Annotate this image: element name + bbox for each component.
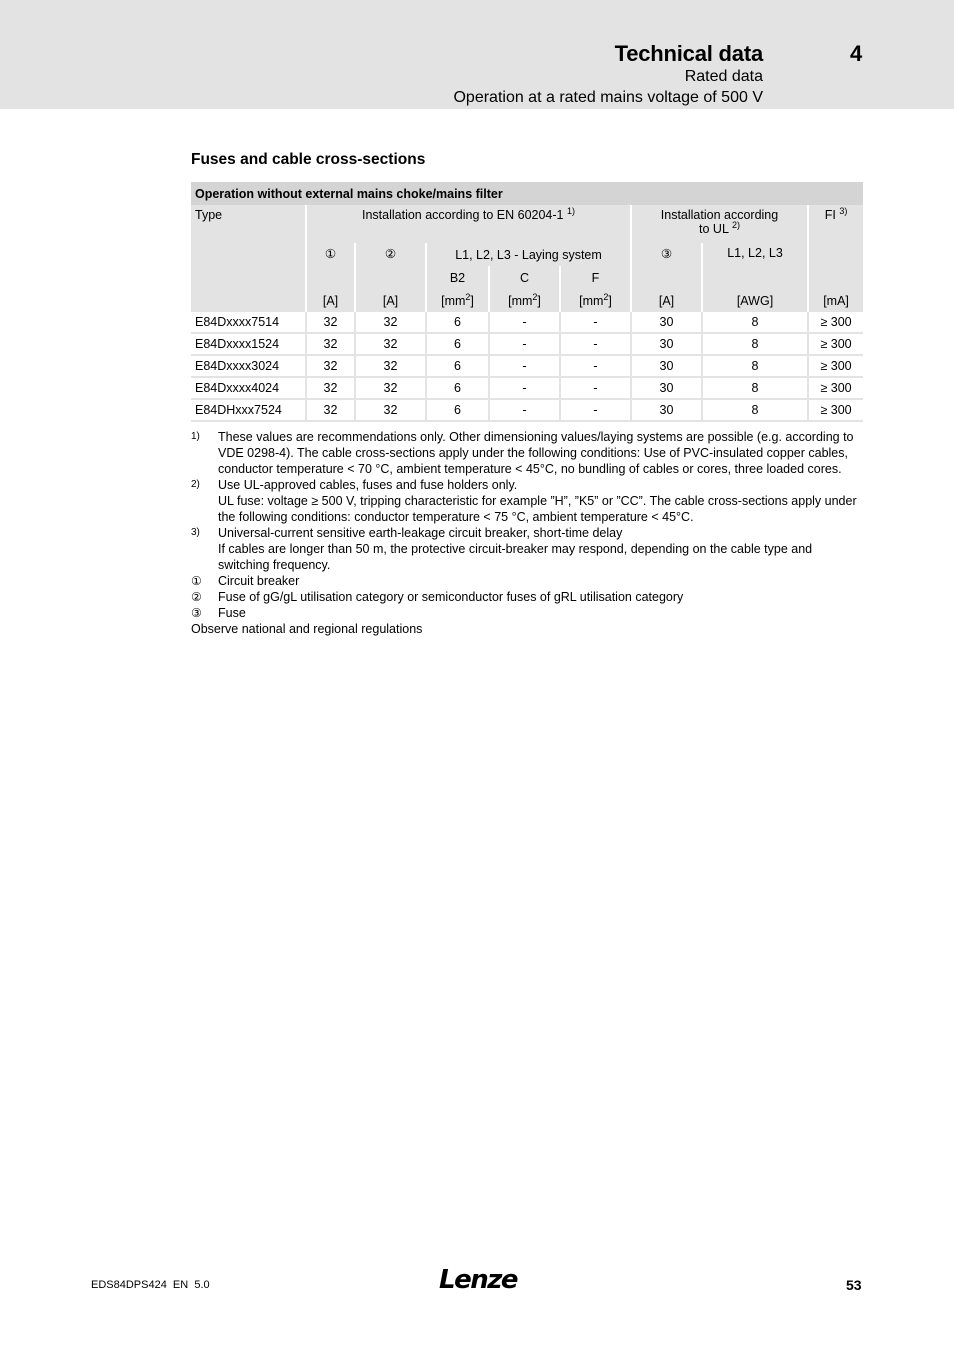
header-c: C	[488, 266, 559, 289]
table-row	[191, 356, 863, 378]
footnote-mark: 3)	[191, 527, 200, 538]
footnote-2	[191, 477, 863, 525]
cell-ul-a: 30	[630, 400, 701, 422]
cell-b2: 6	[425, 334, 488, 356]
cell-fi: ≥ 300	[807, 356, 863, 378]
cell-type: E84Dxxxx3024	[191, 356, 305, 378]
cell-c: -	[488, 378, 559, 400]
footnote-3	[191, 525, 863, 573]
table-caption: Operation without external mains choke/mains filter	[191, 182, 863, 205]
table-row	[191, 400, 863, 422]
page-number: 53	[846, 1277, 862, 1293]
symbol-mark: ②	[191, 590, 202, 604]
cell-c: -	[488, 312, 559, 334]
unit-mm2: $[mm^2]$	[559, 289, 630, 312]
footnote-text: These values are recommendations only. Other dimensioning values/laying systems are possible (e.g. according to VDE 0298-4). The cable cross-sections apply under the following conditions: Use of PVC-insulated copper cables, conductor temperature < 70 °C, ambient temperature < 45°C, no bundling of cables or cores, three loaded cores.	[218, 430, 854, 476]
cell-f: -	[559, 334, 630, 356]
unit-a: [A]	[630, 289, 701, 312]
cell-fi: ≥ 300	[807, 378, 863, 400]
footnote-mark: 1)	[191, 431, 200, 442]
unit-a: [A]	[354, 289, 425, 312]
cell-awg: 8	[701, 312, 807, 334]
cell-awg: 8	[701, 356, 807, 378]
lenze-logo: Lenze	[439, 1265, 517, 1295]
cell-awg: 8	[701, 334, 807, 356]
cell-fi: ≥ 300	[807, 312, 863, 334]
symbol-text: Circuit breaker	[218, 574, 300, 588]
cell-awg: 8	[701, 400, 807, 422]
header-install-ul: Installation according to UL $^{2)}$	[630, 205, 807, 243]
symbol-legend-fuse	[191, 589, 863, 605]
cell-awg: 8	[701, 378, 807, 400]
page-subtitle-2: Operation at a rated mains voltage of 500 V	[453, 89, 763, 106]
cell-ul-a: 30	[630, 334, 701, 356]
header-fuse-symbol: ②	[354, 243, 425, 289]
header-type: Type	[191, 205, 305, 312]
section-heading: Fuses and cable cross-sections	[191, 151, 426, 168]
cell-fuse1: 32	[305, 400, 354, 422]
header-b2: B2	[425, 266, 488, 289]
table-row	[191, 334, 863, 356]
symbol-mark: ③	[191, 606, 202, 620]
cell-type: E84Dxxxx1524	[191, 334, 305, 356]
header-laying-system: L1, L2, L3 - Laying system	[425, 243, 630, 266]
unit-mm2: $[mm^2]$	[488, 289, 559, 312]
cell-fi: ≥ 300	[807, 334, 863, 356]
unit-awg: [AWG]	[701, 289, 807, 312]
page-subtitle: Rated data	[684, 68, 763, 85]
cell-ul-a: 30	[630, 378, 701, 400]
header-install-en: Installation according to EN 60204-1 $^{1)}$	[305, 205, 630, 243]
cell-b2: 6	[425, 356, 488, 378]
cell-b2: 6	[425, 378, 488, 400]
cell-fuse1: 32	[305, 356, 354, 378]
cell-fuse2: 32	[354, 356, 425, 378]
unit-ma: [mA]	[807, 289, 863, 312]
cell-fuse2: 32	[354, 400, 425, 422]
cell-fuse2: 32	[354, 334, 425, 356]
table-row	[191, 312, 863, 334]
symbol-text: Fuse of gG/gL utilisation category or semiconductor fuses of gRL utilisation category	[218, 590, 684, 604]
chapter-number: 4	[850, 41, 863, 66]
header-ul-cable: L1, L2, L3	[701, 243, 807, 289]
document-id: EDS84DPS424 EN 5.0	[91, 1279, 210, 1291]
cell-type: E84DHxxx7524	[191, 400, 305, 422]
fuses-table	[191, 182, 863, 422]
cell-c: -	[488, 356, 559, 378]
footnote-mark: 2)	[191, 479, 200, 490]
page-title: Technical data	[614, 41, 763, 66]
regulations-note: Observe national and regional regulations	[191, 622, 423, 636]
footnotes	[191, 429, 863, 637]
cell-type: E84Dxxxx4024	[191, 378, 305, 400]
cell-b2: 6	[425, 312, 488, 334]
cell-type: E84Dxxxx7514	[191, 312, 305, 334]
unit-mm2: $[mm^2]$	[425, 289, 488, 312]
symbol-text: Fuse	[218, 606, 246, 620]
footnote-text: If cables are longer than 50 m, the protective circuit-breaker may respond, depending on the cable type and switching frequency.	[218, 542, 813, 572]
symbol-legend-ul-fuse	[191, 605, 863, 621]
cell-fi: ≥ 300	[807, 400, 863, 422]
cell-b2: 6	[425, 400, 488, 422]
cell-fuse1: 32	[305, 378, 354, 400]
cell-f: -	[559, 356, 630, 378]
cell-f: -	[559, 312, 630, 334]
header-fi: FI $^{3)}$	[807, 205, 863, 289]
cell-f: -	[559, 378, 630, 400]
table-row	[191, 378, 863, 400]
footnote-text: Universal-current sensitive earth-leakage circuit breaker, short-time delay	[218, 526, 623, 540]
cell-fuse1: 32	[305, 312, 354, 334]
cell-c: -	[488, 400, 559, 422]
cell-fuse2: 32	[354, 312, 425, 334]
symbol-mark: ①	[191, 574, 202, 588]
cell-fuse2: 32	[354, 378, 425, 400]
unit-a: [A]	[305, 289, 354, 312]
header-circuit-breaker-symbol: ①	[305, 243, 354, 289]
footnote-text: UL fuse: voltage ≥ 500 V, tripping characteristic for example ”H”, ”K5” or ”CC”. The cable cross-sections apply under the following conditions: conductor temperature < 75 °C, ambient temperature < 45°C.	[218, 494, 857, 524]
cell-f: -	[559, 400, 630, 422]
cell-fuse1: 32	[305, 334, 354, 356]
footnote-text: Use UL-approved cables, fuses and fuse holders only.	[218, 478, 518, 492]
footnote-1	[191, 429, 863, 477]
cell-ul-a: 30	[630, 356, 701, 378]
cell-c: -	[488, 334, 559, 356]
symbol-legend-circuit-breaker	[191, 573, 863, 589]
header-f: F	[559, 266, 630, 289]
header-ul-fuse-symbol: ③	[630, 243, 701, 289]
cell-ul-a: 30	[630, 312, 701, 334]
